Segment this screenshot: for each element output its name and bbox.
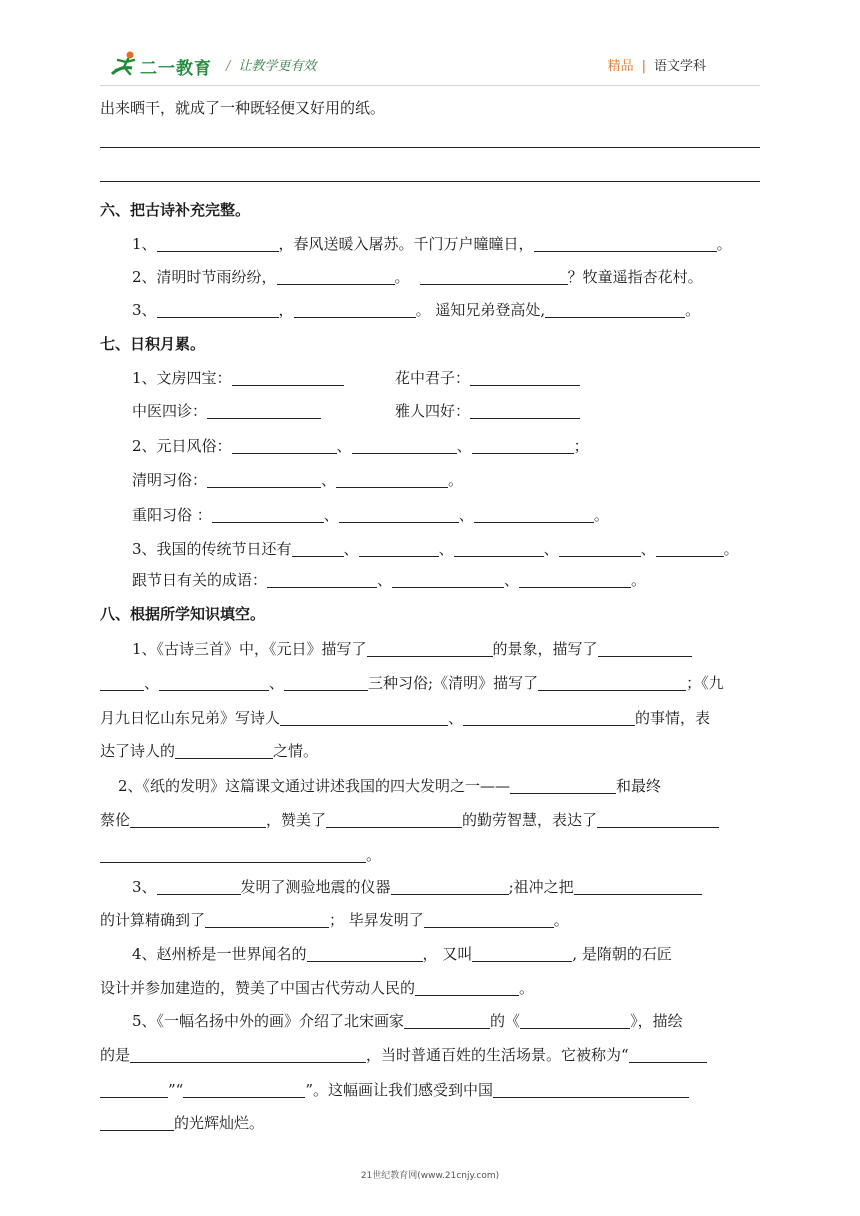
accumulation-line-5: 重阳习俗 ： 、 、 。 (132, 506, 609, 524)
q5-line-4: 的光辉灿烂。 (100, 1113, 264, 1133)
q3-line-1: 3、 发明了测验地震的仪器 ;祖冲之把 (132, 877, 702, 897)
subject-label: 语文学科 (653, 59, 706, 74)
blank[interactable] (207, 471, 321, 488)
blank[interactable] (367, 640, 493, 657)
q1-line-3: 月九日忆山东兄弟》写诗人 、 的事情，表 (100, 709, 711, 727)
blank[interactable] (207, 402, 321, 419)
blank[interactable] (232, 437, 337, 454)
accumulation-line-7: 跟节日有关的成语： 、 、 。 (132, 571, 647, 589)
poem-line-2: 2、清明时节雨纷纷， 。 ？牧童遥指杏花村。 (132, 268, 703, 286)
blank[interactable] (519, 571, 631, 588)
blank[interactable] (629, 1046, 707, 1063)
page-footer: 21世纪教育网(www.21cnjy.com) (360, 1171, 500, 1181)
blank[interactable] (597, 811, 719, 828)
blank[interactable] (359, 540, 439, 557)
text-line: 出来晒干，就成了一种既轻便又好用的纸。 (100, 99, 386, 117)
header-divider (100, 85, 760, 86)
accumulation-line-2b: 雅人四好： (395, 401, 580, 421)
blank[interactable] (100, 1081, 168, 1098)
q3-line-2: 的计算精确到了 ； 毕昇发明了 。 (100, 911, 569, 929)
blank[interactable] (294, 301, 416, 318)
q2-line-3: 。 (100, 845, 381, 865)
blank[interactable] (470, 369, 580, 386)
q5-line-3: ”“ ”。这幅画让我们感受到中国 (100, 1080, 689, 1100)
blank[interactable] (100, 674, 144, 691)
poem-line-3: 3、 ， 。 遥知兄弟登高处, 。 (132, 301, 701, 319)
slogan: / 让教学更有效 (226, 59, 317, 74)
blank[interactable] (157, 235, 279, 252)
q5-line-1: 5、《一幅名扬中外的画》介绍了北宋画家 的《 》，描绘 (132, 1012, 683, 1030)
blank[interactable] (656, 540, 724, 557)
q1-line-4: 达了诗人的 之情。 (100, 742, 319, 760)
section-6-title: 六、把古诗补充完整。 (100, 201, 251, 219)
blank[interactable] (183, 1081, 305, 1098)
blank[interactable] (292, 540, 344, 557)
blank[interactable] (454, 540, 544, 557)
blank[interactable] (598, 640, 692, 657)
blank[interactable] (336, 471, 448, 488)
blank[interactable] (424, 911, 554, 928)
blank[interactable] (130, 811, 266, 828)
logo-text: 二一教育 (140, 59, 212, 79)
blank[interactable] (493, 1081, 689, 1098)
q2-line-2: 蔡伦 ，赞美了 的勤劳智慧，表达了 (100, 810, 719, 830)
accumulation-line-3: 2、元日风俗： 、 、 ； (132, 437, 589, 455)
quality-label: 精品 (607, 59, 634, 74)
section-7-title: 七、日积月累。 (100, 335, 206, 353)
blank[interactable] (534, 235, 717, 252)
blank[interactable] (520, 1012, 630, 1029)
page-header (100, 46, 760, 86)
q1-line-2: 、 、 三种习俗;《清明》描写了 ；《九 (100, 673, 724, 693)
blank[interactable] (159, 674, 269, 691)
blank[interactable] (391, 878, 509, 895)
blank[interactable] (339, 506, 459, 523)
blank[interactable] (420, 268, 568, 285)
blank[interactable] (157, 878, 241, 895)
accumulation-line-6: 3、我国的传统节日还有 、 、 、 、 。 (132, 540, 739, 558)
blank[interactable] (100, 846, 366, 863)
blank[interactable] (307, 945, 423, 962)
blank[interactable] (280, 709, 448, 726)
q2-line-1: 2、《纸的发明》这篇课文通过讲述我国的四大发明之一—— 和最终 (118, 777, 662, 795)
blank[interactable] (404, 1012, 490, 1029)
blank[interactable] (392, 571, 504, 588)
q5-line-2: 的是 ，当时普通百姓的生活场景。它被称为“ (100, 1045, 707, 1065)
section-8-title: 八、根据所学知识填空。 (100, 605, 266, 623)
blank[interactable] (463, 709, 635, 726)
blank[interactable] (267, 571, 377, 588)
blank[interactable] (352, 437, 457, 454)
blank[interactable] (474, 506, 594, 523)
answer-rule[interactable] (100, 181, 760, 182)
slogan-text: 让教学更有效 (238, 59, 317, 74)
blank[interactable] (538, 674, 686, 691)
blank[interactable] (284, 674, 368, 691)
blank[interactable] (472, 945, 572, 962)
subject-tag: 精品 | 语文学科 (607, 59, 706, 74)
blank[interactable] (205, 911, 329, 928)
answer-rule[interactable] (100, 147, 760, 148)
accumulation-line-4: 清明习俗： 、 。 (132, 471, 464, 489)
blank[interactable] (212, 506, 324, 523)
blank[interactable] (510, 777, 616, 794)
blank[interactable] (232, 369, 344, 386)
blank[interactable] (326, 811, 462, 828)
poem-line-1: 1、 ，春风送暖入屠苏。千门万户曈曈日， 。 (132, 235, 732, 253)
accumulation-line-1b: 花中君子： (395, 368, 580, 388)
blank[interactable] (157, 301, 279, 318)
blank[interactable] (559, 540, 641, 557)
blank[interactable] (470, 402, 580, 419)
blank[interactable] (415, 979, 519, 996)
blank[interactable] (130, 1046, 366, 1063)
accumulation-line-1: 1、文房四宝： (132, 368, 344, 388)
blank[interactable] (100, 1114, 174, 1131)
blank[interactable] (175, 742, 273, 759)
blank[interactable] (472, 437, 574, 454)
accumulation-line-2: 中医四诊： (132, 401, 321, 421)
blank[interactable] (574, 878, 702, 895)
q4-line-2: 设计并参加建造的，赞美了中国古代劳动人民的 。 (100, 979, 535, 997)
q1-line-1: 1、《古诗三首》中，《元日》描写了 的景象，描写了 (132, 639, 692, 659)
blank[interactable] (545, 301, 685, 318)
blank[interactable] (277, 268, 395, 285)
q4-line-1: 4、赵州桥是一世界闻名的 ， 又叫 , 是隋朝的石匠 (132, 945, 672, 963)
